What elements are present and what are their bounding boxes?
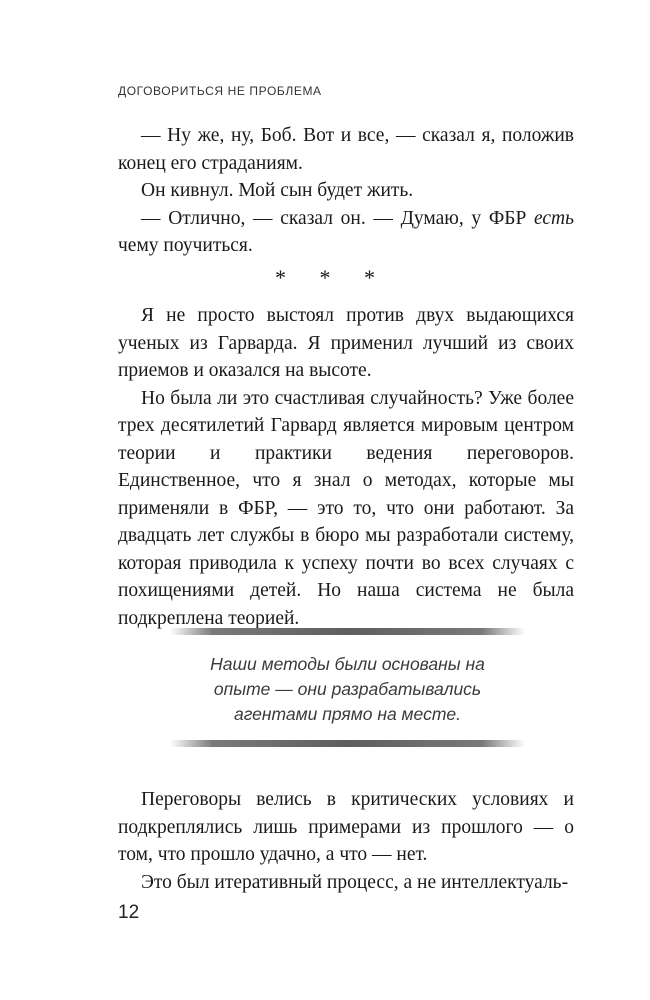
pull-quote-line: опыте — они разрабатывались bbox=[213, 679, 482, 699]
dialogue-block bbox=[118, 122, 574, 260]
paragraph: Но была ли это счастливая случайность? Уже более трех десятилетий Гарвард является мировым центром теории и практики ведения переговоров. Единственное, что я знал о методах, которые мы применяли в ФБР, — это то, что они работают. За двадцать лет службы в бюро мы разработали систему, которая приводила к успеху почти во всех случаях с похищениями детей. Но наша система не была подкреплена теорией. bbox=[118, 387, 574, 629]
dialogue-line: — Ну же, ну, Боб. Вот и все, — сказал я, положив конец его страданиям. bbox=[118, 125, 574, 174]
pull-quote-line: агентами прямо на месте. bbox=[233, 704, 462, 724]
pull-quote-bottom-rule bbox=[170, 740, 525, 747]
body-text-block bbox=[118, 786, 574, 896]
paragraph: Это был итеративный процесс, а не интеллектуаль- bbox=[141, 871, 569, 893]
pull-quote bbox=[150, 652, 545, 727]
paragraph: Я не просто выстоял против двух выдающихся ученых из Гарварда. Я применил лучший из своих приемов и оказался на высоте. bbox=[118, 305, 574, 381]
section-break: * * * bbox=[275, 265, 389, 290]
pull-quote-top-rule bbox=[170, 628, 525, 635]
paragraph: Переговоры велись в критических условиях и подкреплялись лишь примерами из прошлого — о том, что прошло удачно, а что — нет. bbox=[118, 789, 574, 865]
body-text-block bbox=[118, 302, 574, 632]
dialogue-line bbox=[118, 205, 574, 260]
page-number: 12 bbox=[118, 902, 140, 923]
running-header: ДОГОВОРИТЬСЯ НЕ ПРОБЛЕМА bbox=[118, 84, 322, 98]
dialogue-text: чему поучиться. bbox=[118, 235, 253, 256]
emphasized-word: есть bbox=[533, 207, 574, 229]
pull-quote-line: Наши методы были основаны на bbox=[210, 654, 485, 674]
dialogue-text: — Отлично, — сказал он. — Думаю, у ФБР bbox=[141, 207, 534, 229]
dialogue-line: Он кивнул. Мой сын будет жить. bbox=[141, 180, 414, 201]
